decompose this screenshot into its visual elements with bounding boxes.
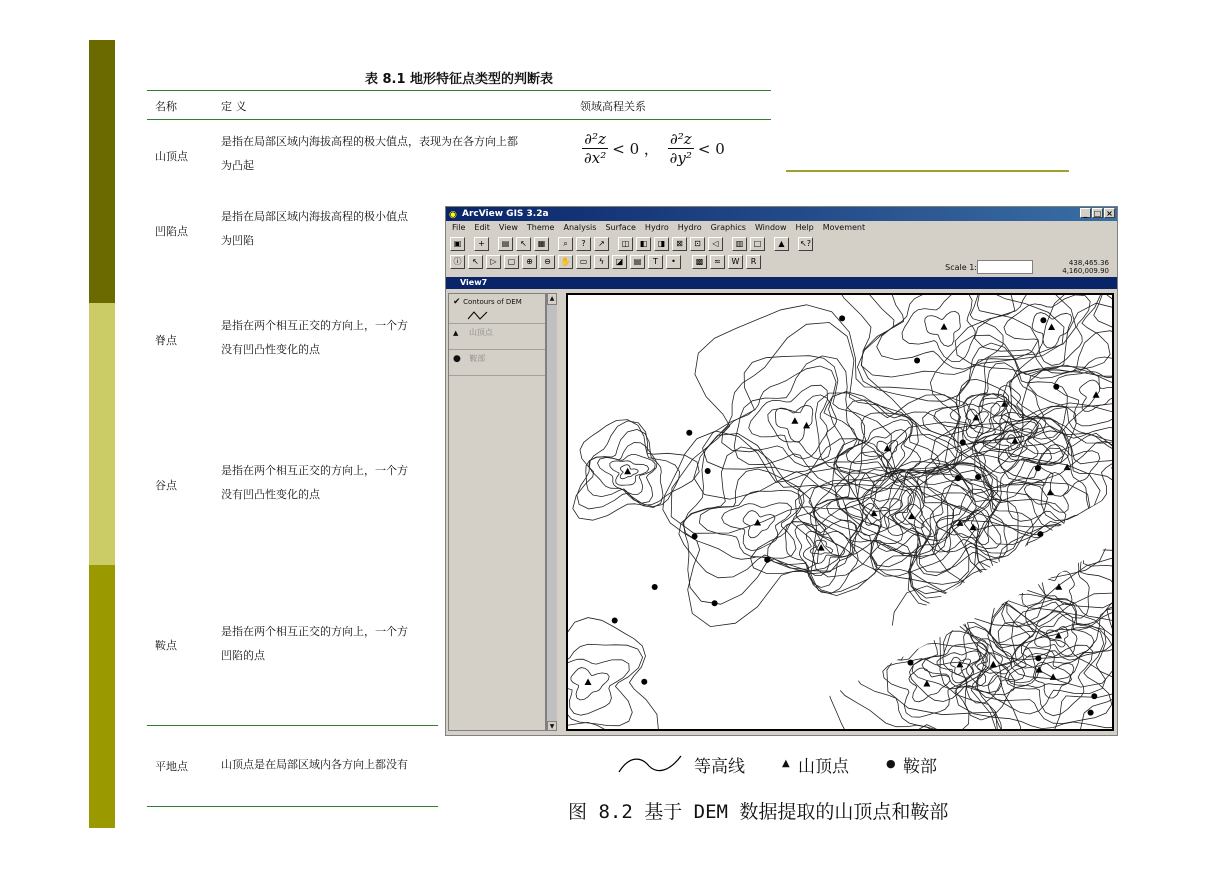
triangle-icon: ▲ <box>453 329 459 337</box>
dot-icon: ● <box>453 354 461 364</box>
w-tool-icon[interactable]: W <box>728 255 743 269</box>
peak-marker <box>990 661 997 668</box>
contour-tool-icon[interactable]: ≈ <box>710 255 725 269</box>
sidebar-bar-mid <box>89 565 115 828</box>
theme-properties-icon[interactable]: ▤ <box>498 237 513 251</box>
saddle-marker <box>692 533 698 539</box>
row-definition-valley: 是指在两个相互正交的方向上，一个方 没有凹凸性变化的点 <box>221 464 408 501</box>
contour-line <box>586 429 663 507</box>
locate-icon[interactable]: ↗ <box>594 237 609 251</box>
row-name-ridge: 脊点 <box>155 334 177 347</box>
zoom-out-fixed-icon[interactable]: ⊡ <box>690 237 705 251</box>
measure-icon[interactable]: ▭ <box>576 255 591 269</box>
contour-legend-icon <box>617 752 683 776</box>
contour-line <box>1004 295 1090 365</box>
header-definition: 定 义 <box>221 100 247 113</box>
menu-view[interactable]: View <box>498 223 518 232</box>
scale-input[interactable] <box>977 260 1033 274</box>
coordinate-readout: 438,465.36 4,160,009.90 <box>1062 259 1109 275</box>
contour-line <box>1003 303 1112 465</box>
header-name: 名称 <box>155 100 177 113</box>
contour-line <box>877 295 1003 369</box>
saddle-marker <box>764 557 770 563</box>
menu-theme[interactable]: Theme <box>526 223 555 232</box>
contour-line <box>902 295 975 361</box>
contour-line <box>980 386 1024 421</box>
add-theme-icon[interactable]: + <box>474 237 489 251</box>
formula-rule <box>786 170 1069 172</box>
saddle-marker <box>652 584 658 590</box>
arcview-window <box>445 206 1118 736</box>
saddle-marker <box>1037 531 1043 537</box>
clear-selection-icon[interactable]: □ <box>750 237 765 251</box>
label-icon[interactable]: ▤ <box>630 255 645 269</box>
peak-marker <box>585 679 592 686</box>
button-bar <box>446 235 1117 253</box>
peak-marker <box>791 417 798 424</box>
saddle-marker <box>1088 710 1094 716</box>
peak-marker <box>1048 324 1055 331</box>
saddle-marker <box>1035 655 1041 661</box>
contour-line <box>1029 357 1112 442</box>
zoom-full-icon[interactable]: ◫ <box>618 237 633 251</box>
menu-hydro-2[interactable]: Hydro <box>677 223 702 232</box>
row-definition-flat: 山顶点是在局部区域内各方向上都没有 <box>221 758 408 771</box>
table-header-rule <box>147 119 771 120</box>
contour-line <box>803 532 844 564</box>
legend-contour-label: 等高线 <box>694 757 745 777</box>
saddle-marker <box>705 468 711 474</box>
contour-line <box>1005 645 1093 716</box>
minimize-button[interactable]: _ <box>1080 208 1091 218</box>
contour-map <box>568 295 1112 729</box>
saddle-marker <box>975 474 981 480</box>
toc-item-saddles[interactable] <box>449 350 545 376</box>
grid-icon[interactable]: ▩ <box>692 255 707 269</box>
contour-line <box>598 455 656 495</box>
zoom-previous-icon[interactable]: ◁ <box>708 237 723 251</box>
peak-legend-icon: ▲ <box>782 758 790 769</box>
scale-label: Scale 1: <box>945 263 977 272</box>
row-definition-saddle: 是指在两个相互正交的方向上，一个方 凹陷的点 <box>221 625 408 662</box>
legend-saddle-label: 鞍部 <box>903 757 937 777</box>
legend-peak-label: 山顶点 <box>798 757 849 777</box>
map-view[interactable] <box>566 293 1114 731</box>
saddle-marker <box>712 600 718 606</box>
row-name-saddle: 鞍点 <box>155 639 177 652</box>
scroll-down-icon[interactable]: ▼ <box>547 721 557 731</box>
pointer-icon[interactable]: ↖ <box>468 255 483 269</box>
contour-line <box>861 295 1038 377</box>
row-name-valley: 谷点 <box>155 479 177 492</box>
contour-line <box>722 366 858 467</box>
menu-hydro-1[interactable]: Hydro <box>644 223 669 232</box>
window-titlebar[interactable] <box>446 207 1117 221</box>
scroll-up-icon[interactable]: ▲ <box>547 293 557 305</box>
area-of-interest-icon[interactable]: ◪ <box>612 255 627 269</box>
checkbox-checked-icon[interactable]: ✔ <box>453 297 461 307</box>
contour-line <box>883 659 973 718</box>
saddle-legend-icon: ● <box>886 757 896 770</box>
zoom-active-icon[interactable]: ◧ <box>636 237 651 251</box>
saddle-marker <box>960 439 966 445</box>
contour-line <box>857 295 1064 401</box>
table-bottom-rule <box>147 806 438 807</box>
select-feature-icon[interactable]: ▢ <box>504 255 519 269</box>
menu-file[interactable]: File <box>452 223 466 232</box>
row-definition-pit: 是指在局部区域内海拔高程的极小值点 为凹陷 <box>221 210 408 247</box>
menu-graphics[interactable]: Graphics <box>710 223 746 232</box>
contour-line <box>749 385 828 459</box>
toc-scrollbar[interactable] <box>546 293 557 731</box>
zoom-out-icon[interactable]: ⊖ <box>540 255 555 269</box>
menu-surface[interactable]: Surface <box>605 223 636 232</box>
draw-point-icon[interactable]: • <box>666 255 681 269</box>
peak-marker <box>908 513 915 520</box>
sidebar-bar-dark <box>89 40 115 303</box>
saddle-marker <box>914 358 920 364</box>
menu-analysis[interactable]: Analysis <box>563 223 597 232</box>
menu-help[interactable]: Help <box>795 223 814 232</box>
zoom-in-fixed-icon[interactable]: ⊠ <box>672 237 687 251</box>
contour-line <box>768 395 837 460</box>
contour-line <box>1039 444 1100 496</box>
contour-line <box>573 420 699 521</box>
menu-movement[interactable]: Movement <box>822 223 866 232</box>
table-of-contents <box>448 293 546 731</box>
saddle-marker <box>1040 317 1046 323</box>
table-title: 表 8.1 地形特征点类型的判断表 <box>364 72 554 87</box>
contour-line <box>568 618 658 729</box>
view-title: View7 <box>460 278 488 287</box>
window-title: ArcView GIS 3.2a <box>462 209 549 219</box>
query-icon[interactable]: ? <box>576 237 591 251</box>
saddle-marker <box>612 618 618 624</box>
toc-label-contours: Contours of DEM <box>463 298 522 306</box>
vertex-edit-icon[interactable]: ▷ <box>486 255 501 269</box>
saddle-marker <box>1035 465 1041 471</box>
help-cursor-icon[interactable]: ↖? <box>798 237 813 251</box>
figure-caption: 图 8.2 基于 DEM 数据提取的山顶点和鞍部 <box>568 801 949 823</box>
row-name-flat: 平地点 <box>155 760 188 773</box>
peak-marker <box>1055 583 1062 590</box>
saddle-marker <box>955 475 961 481</box>
row-definition-peak: 是指在局部区域内海拔高程的极大值点，表现为在各方向上都 为凸起 <box>221 135 518 172</box>
menu-bar <box>446 221 1117 235</box>
sidebar-bar-light <box>89 303 115 565</box>
peak-marker <box>941 323 948 330</box>
zoom-in-icon[interactable]: ⊕ <box>522 255 537 269</box>
zoom-selected-icon[interactable]: ◨ <box>654 237 669 251</box>
identify-icon[interactable]: ⓘ <box>450 255 465 269</box>
edit-legend-icon[interactable]: ↖ <box>516 237 531 251</box>
contour-line <box>568 659 629 715</box>
contour-line <box>923 379 1022 450</box>
pan-icon[interactable]: ✋ <box>558 255 573 269</box>
contour-line <box>836 413 940 477</box>
row-definition-ridge: 是指在两个相互正交的方向上，一个方 没有凹凸性变化的点 <box>221 319 408 356</box>
text-icon[interactable]: T <box>648 255 663 269</box>
toc-label-saddles: 鞍部 <box>469 354 486 363</box>
saddle-marker <box>908 660 914 666</box>
saddle-marker <box>1091 693 1097 699</box>
row-name-peak: 山顶点 <box>155 150 188 163</box>
contour-line <box>722 503 792 551</box>
close-button[interactable]: × <box>1104 208 1115 218</box>
header-elevation-relation: 领域高程关系 <box>580 100 646 113</box>
contour-line <box>1055 372 1112 426</box>
peak-formula: $\frac{\text{∂²z}}{\text{∂x²}}$ < 0 ， $\frac{\text{∂²z}}{\text{∂y²}}$ < 0 <box>584 130 725 167</box>
hotlink-icon[interactable]: ϟ <box>594 255 609 269</box>
select-by-theme-icon[interactable]: ▥ <box>732 237 747 251</box>
contour-line-icon <box>467 310 489 320</box>
menu-edit[interactable]: Edit <box>474 223 490 232</box>
toc-item-contours[interactable] <box>449 294 545 324</box>
saddle-marker <box>641 679 647 685</box>
view-titlebar[interactable] <box>446 277 1117 289</box>
layout-icon[interactable]: ▲ <box>774 237 789 251</box>
toc-label-peaks: 山顶点 <box>468 328 493 337</box>
saddle-marker <box>686 430 692 436</box>
saddle-marker <box>839 315 845 321</box>
save-icon[interactable]: ▣ <box>450 237 465 251</box>
menu-window[interactable]: Window <box>754 223 787 232</box>
toc-item-peaks[interactable] <box>449 324 545 350</box>
saddle-marker <box>1053 384 1059 390</box>
table-row-rule <box>147 725 438 726</box>
find-icon[interactable]: ⌕ <box>558 237 573 251</box>
app-icon: ◉ <box>449 210 457 220</box>
contour-line <box>694 323 919 500</box>
maximize-button[interactable]: □ <box>1093 209 1102 218</box>
row-name-pit: 凹陷点 <box>155 225 188 238</box>
table-top-rule <box>147 90 771 91</box>
r-tool-icon[interactable]: R <box>746 255 761 269</box>
open-table-icon[interactable]: ▦ <box>534 237 549 251</box>
